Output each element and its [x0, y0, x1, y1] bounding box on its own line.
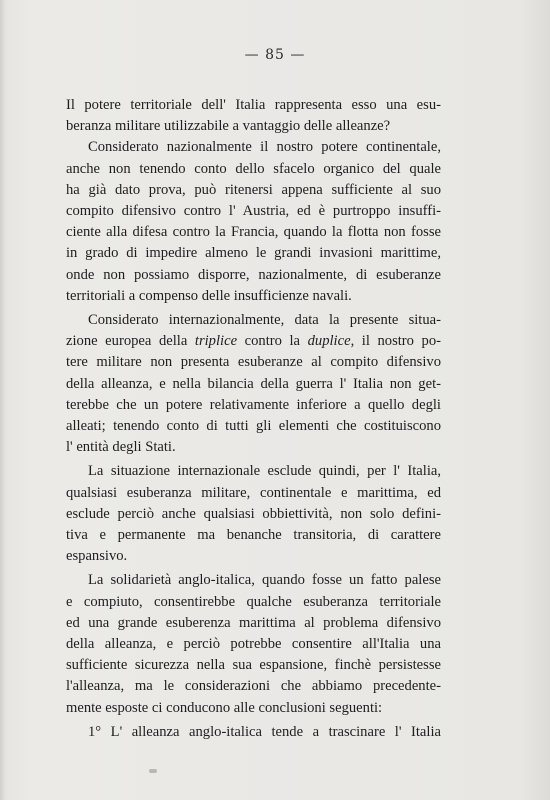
text-segment: , il nostro po- [350, 333, 441, 350]
text-line: mente esposte ci conducono alle conclusioni seguenti: [66, 699, 383, 716]
text-line: esclude perciò anche qualsiasi obbiettività, non solo defini- [66, 505, 441, 522]
text-line: territoriali a compenso delle insufficienze navali. [66, 287, 352, 304]
text-line: l' entità degli Stati. [66, 439, 176, 456]
text-line: alleati; tenendo conto di tutti gli elementi che costituiscono [66, 418, 441, 435]
text-line: e compiuto, consentirebbe qualche esuberanza territoriale [66, 593, 441, 610]
italic-term: duplice [307, 333, 351, 350]
italic-term: triplice [194, 333, 238, 350]
text-line: espansivo. [66, 548, 128, 565]
text-segment: zione europea della [66, 333, 195, 350]
paragraph [66, 461, 441, 567]
page-number: — 85 — [244, 47, 306, 63]
paragraph [66, 570, 441, 718]
text-line: La situazione internazionale esclude quindi, per l' Italia, [88, 463, 441, 480]
text-line: in grado di impedire almeno le grandi invasioni marittime, [66, 245, 441, 262]
text-line: 1° L' alleanza anglo-italica tende a trascinare l' Italia [88, 723, 441, 740]
text-segment: contro la [237, 333, 308, 350]
text-line: l'alleanza, ma le considerazioni che abbiamo precedente- [66, 678, 441, 695]
text-line: ed una grande esuberenza marittima al problema difensivo [66, 614, 441, 631]
paragraph [66, 137, 441, 307]
text-line: terebbe che un potere relativamente inferiore a quello degli [66, 396, 441, 413]
text-line: anche non tenendo conto dello sfacelo organico del quale [66, 160, 441, 177]
text-line: Considerato internazionalmente, data la presente situa- [88, 312, 441, 329]
text-line: ha già dato prova, può ritenersi appena sufficiente al suo [66, 181, 441, 198]
text-line: Il potere territoriale dell' Italia rappresenta esso una esu- [66, 97, 441, 113]
body-text [66, 95, 441, 743]
text-line: qualsiasi esuberanza militare, continentale e marittima, ed [66, 484, 441, 501]
text-line: Considerato nazionalmente il nostro potere continentale, [88, 139, 441, 156]
text-line: compito difensivo contro l' Austria, ed è purtroppo insuffi- [66, 203, 441, 220]
text-line: della alleanza, e nella bilancia della guerra l' Italia non get- [66, 375, 441, 392]
text-line [66, 331, 441, 352]
text-line: tiva e permanente ma benanche transitoria, di carattere [66, 527, 441, 544]
text-line: onde non possiamo disporre, nazionalmente, di esuberanze [66, 266, 441, 283]
text-line: tere militare non presenta esuberanze al compito difensivo [66, 354, 441, 371]
text-line: ciente alla difesa contro la Francia, quando la flotta non fosse [66, 224, 441, 241]
paragraph [66, 95, 441, 137]
paper-smudge [149, 769, 157, 773]
text-line: La solidarietà anglo-italica, quando fosse un fatto palese [88, 572, 441, 589]
text-line: della alleanza, e perciò potrebbe consentire all'Italia una [66, 636, 441, 653]
text-line: beranza militare utilizzabile a vantaggio delle alleanze? [66, 118, 391, 135]
text-line: sufficiente sicurezza nella sua espansione, finchè persistesse [66, 657, 441, 674]
paragraph [66, 722, 441, 743]
paragraph [66, 310, 441, 458]
